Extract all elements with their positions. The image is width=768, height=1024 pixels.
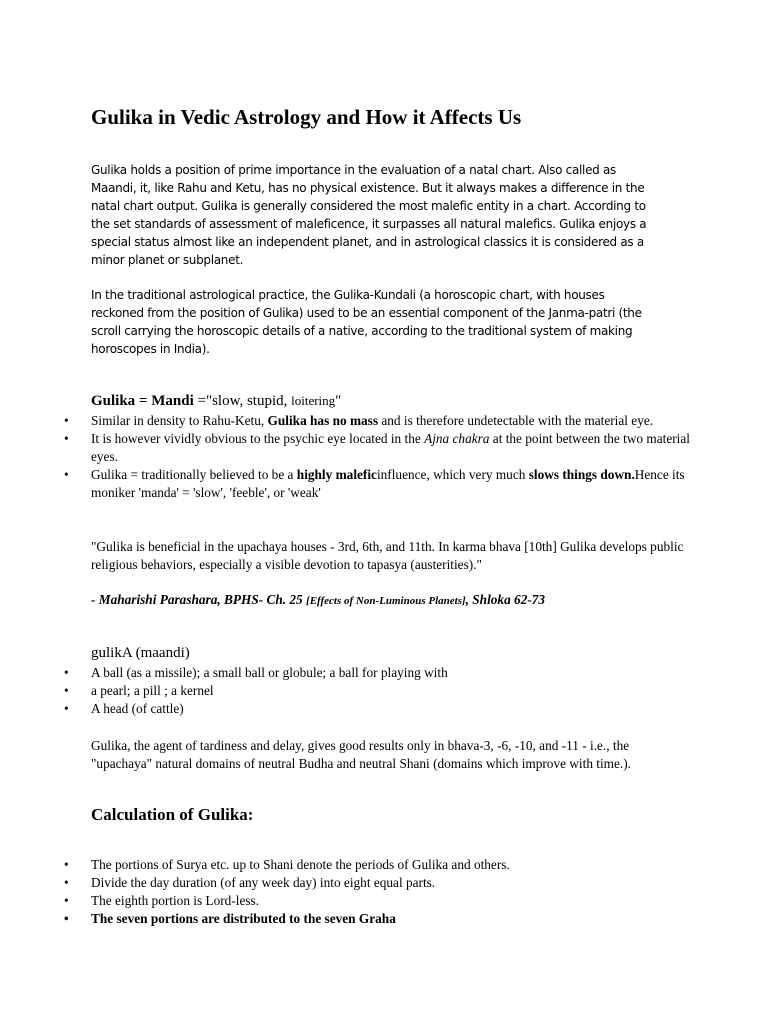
list-item-text: A head (of cattle) — [91, 701, 184, 716]
gulika-definition-heading: gulikA (maandi) — [91, 645, 190, 661]
bullet-icon: • — [64, 911, 69, 926]
list-item — [0, 664, 691, 682]
list-item-text: A ball (as a missile); a small ball or globule; a ball for playing with — [91, 665, 448, 680]
list-item-bold: slows things down. — [528, 467, 635, 482]
gulika-mandi-heading — [91, 393, 341, 410]
list-item-italic: Ajna chakra — [424, 431, 490, 446]
list-item-text: influence, which very much — [376, 467, 529, 482]
list-item-text: The eighth portion is Lord-less. — [91, 893, 260, 908]
gulika-mandi-heading-bold: Gulika = Mandi — [91, 393, 194, 409]
citation-main: - Maharishi Parashara, BPHS- Ch. 25 — [91, 592, 307, 607]
intro-paragraph-1: Gulika holds a position of prime importance in the evaluation of a natal chart. Also called as Maandi, it, like Rahu and Ketu, has no physical existence. But it always makes a difference in the natal chart output. Gulika is generally considered the most malefic entity in a chart. According to the set standards of assessment of maleficence, it surpasses all natural malefics. Gulika enjoys a special status almost like an independent planet, and in astrological classics it is considered as a minor planet or subplanet. — [91, 163, 647, 267]
list-item-text: The seven portions are distributed to the seven Graha — [91, 911, 396, 926]
list-item — [0, 682, 691, 700]
calculation-list — [0, 856, 691, 928]
list-item-text: Hence its moniker 'manda' = 'slow', 'feeble', or 'weak' — [91, 467, 685, 500]
list-item-text: It is however vividly obvious to the psychic eye located in the — [91, 431, 425, 446]
gulika-mandi-heading-eq: ="slow, stupid, — [193, 393, 292, 409]
quote-citation — [91, 592, 545, 608]
bullet-icon: • — [64, 683, 69, 698]
list-item — [0, 910, 691, 928]
list-item — [0, 430, 691, 466]
list-item-bold: Gulika has no mass — [267, 413, 379, 428]
page-title: Gulika in Vedic Astrology and How it Affects Us — [91, 105, 522, 129]
list-item — [0, 856, 691, 874]
parashara-quote: "Gulika is beneficial in the upachaya houses - 3rd, 6th, and 11th. In karma bhava [10th] Gulika develops public religious behaviors, especially a visible devotion to tapasya (austerities)." — [91, 539, 684, 572]
list-item-text: Divide the day duration (of any week day) into eight equal parts. — [91, 875, 436, 890]
bullet-icon: • — [64, 665, 69, 680]
intro-paragraph-2: In the traditional astrological practice, the Gulika-Kundali (a horoscopic chart, with houses reckoned from the position of Gulika) used to be an essential component of the Janma-patri (the scroll carrying the horoscopic details of a native, according to the traditional system of making horoscopes in India). — [91, 288, 642, 356]
bullet-icon: • — [64, 431, 69, 446]
list-item — [0, 874, 691, 892]
bullet-icon: • — [64, 701, 69, 716]
list-item — [0, 700, 691, 718]
list-item — [0, 892, 691, 910]
calculation-heading: Calculation of Gulika: — [91, 805, 254, 824]
gulika-mandi-heading-close: " — [335, 393, 342, 409]
tardiness-paragraph: Gulika, the agent of tardiness and delay, gives good results only in bhava-3, -6, -10, and -11 - i.e., the "upachaya" natural domains of neutral Budha and neutral Shani (domains which improve with time.). — [91, 738, 632, 771]
gulika-mandi-list — [0, 412, 691, 502]
list-item — [0, 466, 691, 502]
list-item-text: Gulika = traditionally believed to be a — [91, 467, 297, 482]
bullet-icon: • — [64, 857, 69, 872]
gulika-mandi-heading-small: loitering — [291, 393, 336, 408]
bullet-icon: • — [64, 467, 69, 482]
list-item-text: The portions of Surya etc. up to Shani denote the periods of Gulika and others. — [91, 857, 510, 872]
list-item-bold: highly malefic — [296, 467, 377, 482]
bullet-icon: • — [64, 875, 69, 890]
bullet-icon: • — [64, 413, 69, 428]
citation-small: [Effects of Non-Luminous Planets] — [306, 595, 466, 607]
list-item-text: a pearl; a pill ; a kernel — [91, 683, 214, 698]
list-item-text: Similar in density to Rahu-Ketu, — [91, 413, 268, 428]
list-item-text: and is therefore undetectable with the material eye. — [378, 413, 654, 428]
citation-end: , Shloka 62-73 — [465, 592, 546, 607]
gulika-definition-list — [0, 664, 691, 718]
list-item-text: at the point between the two material eyes. — [91, 431, 690, 464]
list-item — [0, 412, 691, 430]
bullet-icon: • — [64, 893, 69, 908]
